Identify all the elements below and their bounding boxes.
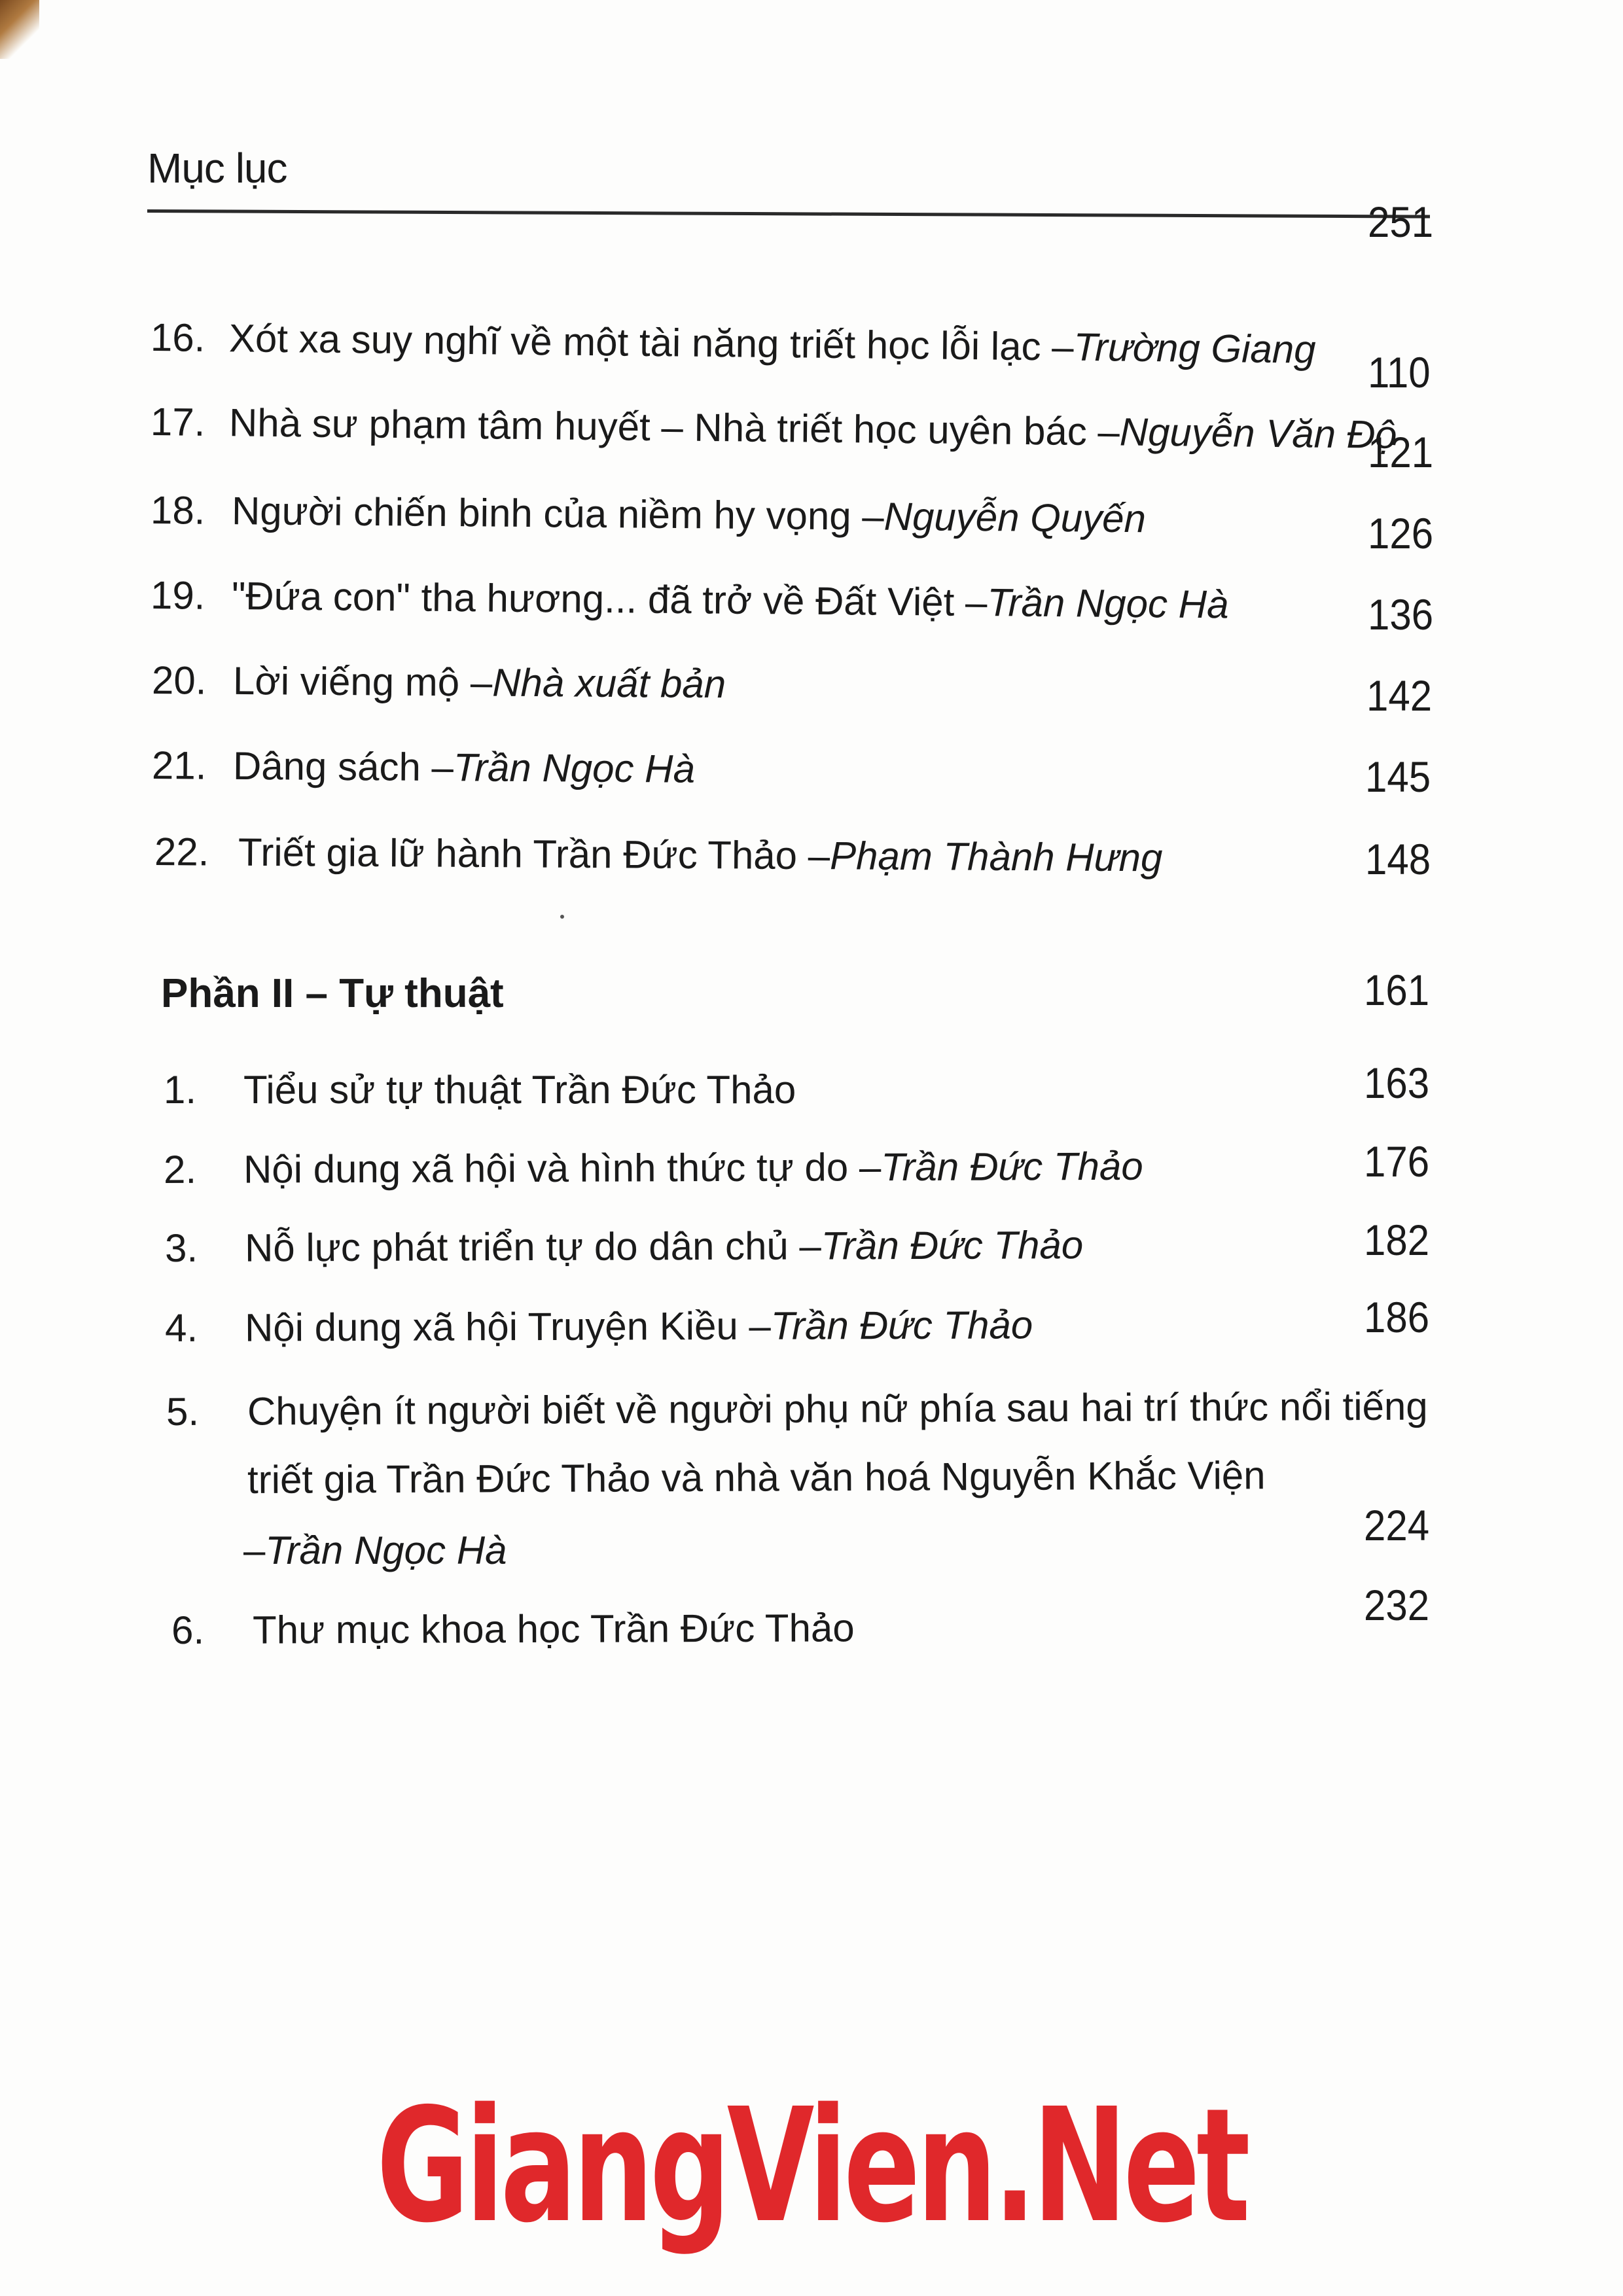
toc-entry-18 bbox=[150, 488, 1147, 541]
entry-number: 19. bbox=[150, 573, 205, 618]
toc-entry-p2-4 bbox=[165, 1305, 1033, 1348]
toc-entry-22 bbox=[154, 830, 1163, 880]
entry-title: Người chiến binh của niềm hy vọng – bbox=[231, 489, 885, 539]
header-rule bbox=[147, 209, 1430, 219]
speck bbox=[560, 915, 564, 919]
entry-page-19: 136 bbox=[1368, 590, 1434, 639]
entry-number: 20. bbox=[151, 658, 207, 703]
entry-title: "Đứa con" tha hương... đã trở về Đất Việt – bbox=[231, 574, 988, 625]
entry-page-p2-5: 224 bbox=[1364, 1501, 1430, 1550]
entry-number: 5. bbox=[166, 1389, 200, 1434]
toc-entry-p2-1 bbox=[164, 1070, 796, 1110]
part-heading-page: 161 bbox=[1364, 966, 1430, 1015]
entry-title: Nhà sư phạm tâm huyết – Nhà triết học uyên bác – bbox=[228, 400, 1120, 454]
entry-author: Nguyễn Quyến bbox=[883, 494, 1147, 541]
running-header: Mục lục bbox=[147, 145, 287, 192]
entry-author: Nguyễn Văn Độ bbox=[1119, 410, 1397, 457]
toc-entry-p2-3 bbox=[164, 1223, 1084, 1270]
entry-author: Trần Đức Thảo bbox=[821, 1223, 1084, 1268]
entry-page-20: 142 bbox=[1366, 671, 1433, 720]
entry-title: Triết gia lữ hành Trần Đức Thảo – bbox=[238, 830, 830, 878]
entry-number: 4. bbox=[164, 1305, 198, 1350]
entry-author: Trường Giang bbox=[1073, 325, 1316, 372]
entry-page-21: 145 bbox=[1365, 752, 1431, 802]
entry-title-line2: triết gia Trần Đức Thảo và nhà văn hoá Nguyễn Khắc Viện bbox=[247, 1453, 1266, 1502]
entry-page-p2-4: 186 bbox=[1364, 1293, 1430, 1342]
entry-number: 2. bbox=[163, 1147, 197, 1192]
entry-number: 21. bbox=[151, 743, 207, 788]
entry-page-18: 126 bbox=[1368, 509, 1434, 558]
page-corner-shadow bbox=[0, 0, 39, 59]
entry-title: Dâng sách – bbox=[232, 743, 454, 790]
toc-entry-p2-6 bbox=[171, 1608, 855, 1650]
entry-page-16: 110 bbox=[1368, 348, 1431, 397]
entry-author: Trần Ngọc Hà bbox=[987, 580, 1229, 627]
entry-title-line3: – bbox=[243, 1528, 266, 1572]
toc-entry-p2-5-line2 bbox=[247, 1453, 1266, 1502]
entry-page-p2-3: 182 bbox=[1364, 1216, 1430, 1265]
entry-page-22: 148 bbox=[1365, 835, 1431, 884]
toc-entry-21 bbox=[151, 743, 696, 791]
entry-number: 6. bbox=[171, 1608, 205, 1652]
toc-entry-16 bbox=[150, 315, 1316, 372]
part-heading: Phần II – Tự thuật bbox=[161, 971, 504, 1016]
entry-author: Trần Đức Thảo bbox=[881, 1144, 1143, 1190]
toc-entry-17 bbox=[151, 402, 1397, 455]
watermark: GiangVien.Net bbox=[376, 2074, 1247, 2257]
toc-entry-19 bbox=[150, 573, 1229, 627]
entry-page-17: 121 bbox=[1368, 428, 1434, 477]
entry-author: Nhà xuất bản bbox=[491, 660, 726, 707]
entry-page-p2-6: 232 bbox=[1364, 1581, 1430, 1630]
entry-number: 17. bbox=[150, 400, 205, 444]
entry-title-line1: Chuyện ít người biết về người phụ nữ phía sau hai trí thức nổi tiếng bbox=[247, 1384, 1428, 1434]
entry-title: Nội dung xã hội và hình thức tự do – bbox=[243, 1145, 882, 1192]
entry-author: Phạm Thành Hưng bbox=[829, 834, 1163, 880]
entry-title: Xót xa suy nghĩ về một tài năng triết học lỗi lạc – bbox=[228, 316, 1074, 369]
entry-author: Trần Ngọc Hà bbox=[265, 1528, 507, 1572]
entry-number: 3. bbox=[164, 1226, 198, 1270]
entry-number: 18. bbox=[150, 488, 205, 533]
entry-page-p2-1: 163 bbox=[1364, 1059, 1430, 1108]
entry-number: 22. bbox=[154, 830, 209, 874]
toc-entry-p2-5 bbox=[166, 1384, 1428, 1434]
entry-title: Nỗ lực phát triển tự do dân chủ – bbox=[244, 1224, 821, 1270]
entry-number: 1. bbox=[164, 1068, 197, 1112]
entry-title: Lời viếng mộ – bbox=[232, 658, 493, 705]
entry-number: 16. bbox=[150, 315, 205, 360]
toc-entry-p2-5-line3 bbox=[243, 1528, 507, 1572]
entry-author: Trần Ngọc Hà bbox=[453, 745, 696, 791]
entry-title: Tiểu sử tự thuật Trần Đức Thảo bbox=[243, 1068, 796, 1112]
entry-page-p2-2: 176 bbox=[1364, 1137, 1430, 1186]
entry-author: Trần Đức Thảo bbox=[770, 1303, 1033, 1348]
page-number: 251 bbox=[1368, 198, 1434, 247]
toc-entry-20 bbox=[151, 658, 726, 707]
entry-title: Thư mục khoa học Trần Đức Thảo bbox=[252, 1606, 855, 1652]
toc-entry-p2-2 bbox=[163, 1144, 1143, 1192]
entry-title: Nội dung xã hội Truyện Kiều – bbox=[244, 1303, 771, 1350]
